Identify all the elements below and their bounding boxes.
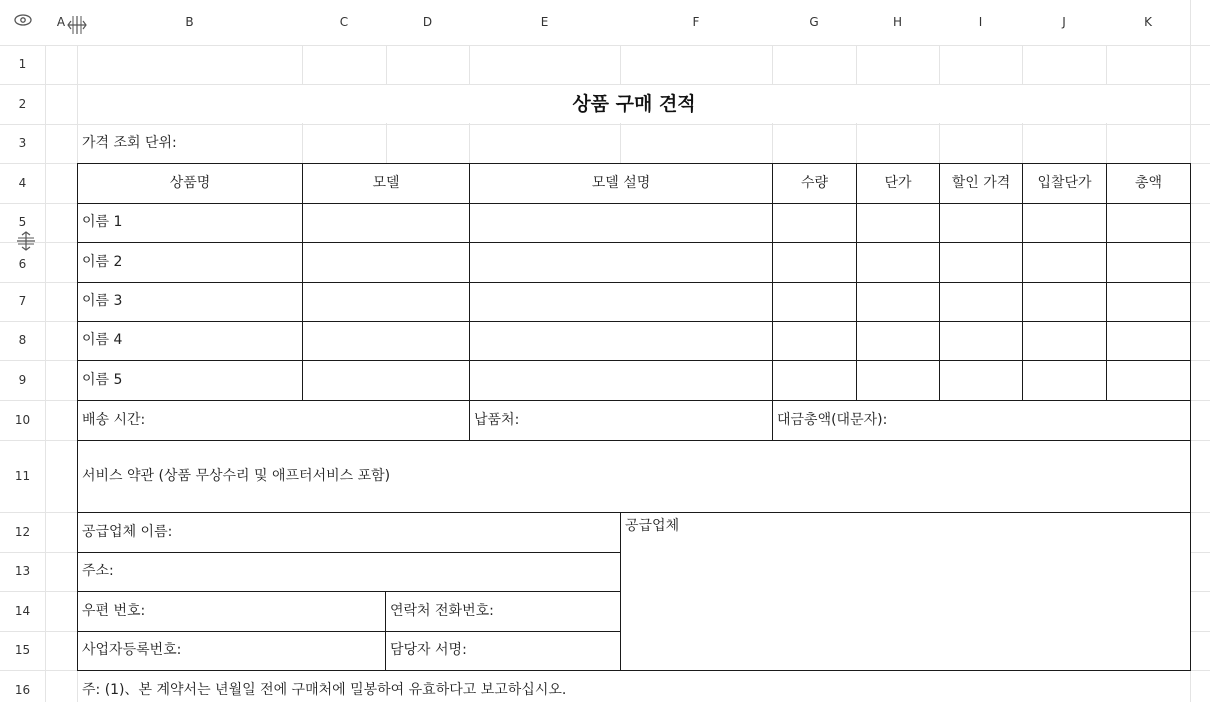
column-header-label: B	[185, 15, 194, 29]
column-header-e[interactable]	[469, 0, 620, 45]
row-header-13[interactable]	[0, 552, 45, 591]
column-header-b[interactable]	[77, 0, 302, 45]
column-header-label: C	[339, 15, 349, 29]
business-reg-no-label: 사업자등록번호:	[82, 642, 182, 658]
column-resize-handle-icon[interactable]	[66, 14, 88, 40]
row-header-12[interactable]	[0, 512, 45, 552]
header-total: 총액	[1134, 175, 1163, 191]
table-area	[78, 164, 1190, 440]
header-model-description: 모델 설명	[591, 175, 651, 191]
row-header-label: 8	[18, 333, 27, 347]
item-name-cell[interactable]: 이름 4	[82, 332, 123, 348]
item-name-cell[interactable]: 이름 2	[82, 254, 123, 270]
column-header-c[interactable]	[302, 0, 386, 45]
row-header-15[interactable]	[0, 631, 45, 670]
row-header-label: 3	[18, 136, 27, 150]
row-header-11[interactable]	[0, 440, 45, 512]
note-text: 주: (1)、본 계약서는 년월일 전에 구매처에 밀봉하여 유효하다고 보고하십시오.	[82, 682, 567, 698]
select-all-corner[interactable]	[0, 0, 45, 45]
supplier-box-cell[interactable]	[621, 513, 1190, 670]
row-header-label: 4	[18, 176, 27, 190]
signature-label: 담당자 서명:	[390, 642, 467, 658]
header-unit-price: 단가	[884, 175, 912, 191]
row-header-label: 16	[14, 683, 31, 697]
delivery-time-label: 배송 시간:	[82, 412, 146, 428]
address-label: 주소:	[82, 563, 114, 579]
row-header-7[interactable]	[0, 282, 45, 321]
row-header-1[interactable]	[0, 45, 45, 84]
column-header-label: D	[422, 15, 433, 29]
row-header-label: 13	[14, 564, 31, 578]
item-name-cell[interactable]: 이름 1	[82, 214, 123, 230]
supplier-box-label: 공급업체	[625, 518, 680, 534]
row-header-label: 14	[14, 604, 31, 618]
row-header-label: 1	[18, 57, 27, 71]
total-amount-words-label: 대금총액(대문자):	[777, 412, 888, 428]
row-header-4[interactable]	[0, 163, 45, 203]
column-header-h[interactable]	[856, 0, 939, 45]
service-terms-label: 서비스 약관 (상품 무상수리 및 애프터서비스 포함)	[82, 468, 391, 484]
row-header-label: 6	[18, 257, 27, 271]
row-header-label: 5	[18, 215, 27, 229]
header-bid-price: 입찰단가	[1037, 175, 1092, 191]
row-header-16[interactable]	[0, 670, 45, 702]
row-header-14[interactable]	[0, 591, 45, 631]
row-header-label: 2	[18, 97, 27, 111]
column-header-g[interactable]	[772, 0, 856, 45]
row-header-8[interactable]	[0, 321, 45, 360]
row-header-9[interactable]	[0, 360, 45, 400]
sheet-title: 상품 구매 견적	[572, 93, 696, 115]
row-header-label: 11	[14, 469, 31, 483]
contact-phone-label: 연락처 전화번호:	[390, 603, 494, 619]
column-header-i[interactable]	[939, 0, 1022, 45]
row-resize-handle-icon[interactable]	[16, 231, 36, 255]
header-quantity: 수량	[800, 175, 829, 191]
row-header-3[interactable]	[0, 124, 45, 163]
delivery-place-label: 납품처:	[474, 412, 520, 428]
column-header-label: H	[892, 15, 903, 29]
column-header-label: A	[56, 15, 66, 29]
row-header-label: 7	[18, 294, 27, 308]
column-header-f[interactable]	[620, 0, 772, 45]
header-model: 모델	[372, 175, 400, 191]
row-header-label: 9	[18, 373, 27, 387]
column-header-label: F	[692, 15, 700, 29]
row-header-label: 12	[14, 525, 31, 539]
eye-icon[interactable]	[14, 0, 32, 45]
row-header-10[interactable]	[0, 400, 45, 440]
header-discount-price: 할인 가격	[951, 175, 1011, 191]
column-header-j[interactable]	[1022, 0, 1106, 45]
price-unit-label: 가격 조회 단위:	[82, 135, 177, 151]
header-product-name: 상품명	[169, 175, 211, 191]
column-header-label: J	[1062, 15, 1066, 29]
item-name-cell[interactable]: 이름 3	[82, 293, 123, 309]
column-header-k[interactable]	[1106, 0, 1190, 45]
column-header-label: I	[978, 15, 983, 29]
row-header-label: 15	[14, 643, 31, 657]
row-header-label: 10	[14, 413, 31, 427]
column-header-label: E	[540, 15, 549, 29]
postal-code-label: 우편 번호:	[82, 603, 146, 619]
column-header-d[interactable]	[386, 0, 469, 45]
column-header-label: K	[1144, 15, 1152, 29]
column-header-label: G	[809, 15, 819, 29]
supplier-name-label: 공급업체 이름:	[82, 524, 173, 540]
row-header-2[interactable]	[0, 84, 45, 124]
item-name-cell[interactable]: 이름 5	[82, 372, 123, 388]
